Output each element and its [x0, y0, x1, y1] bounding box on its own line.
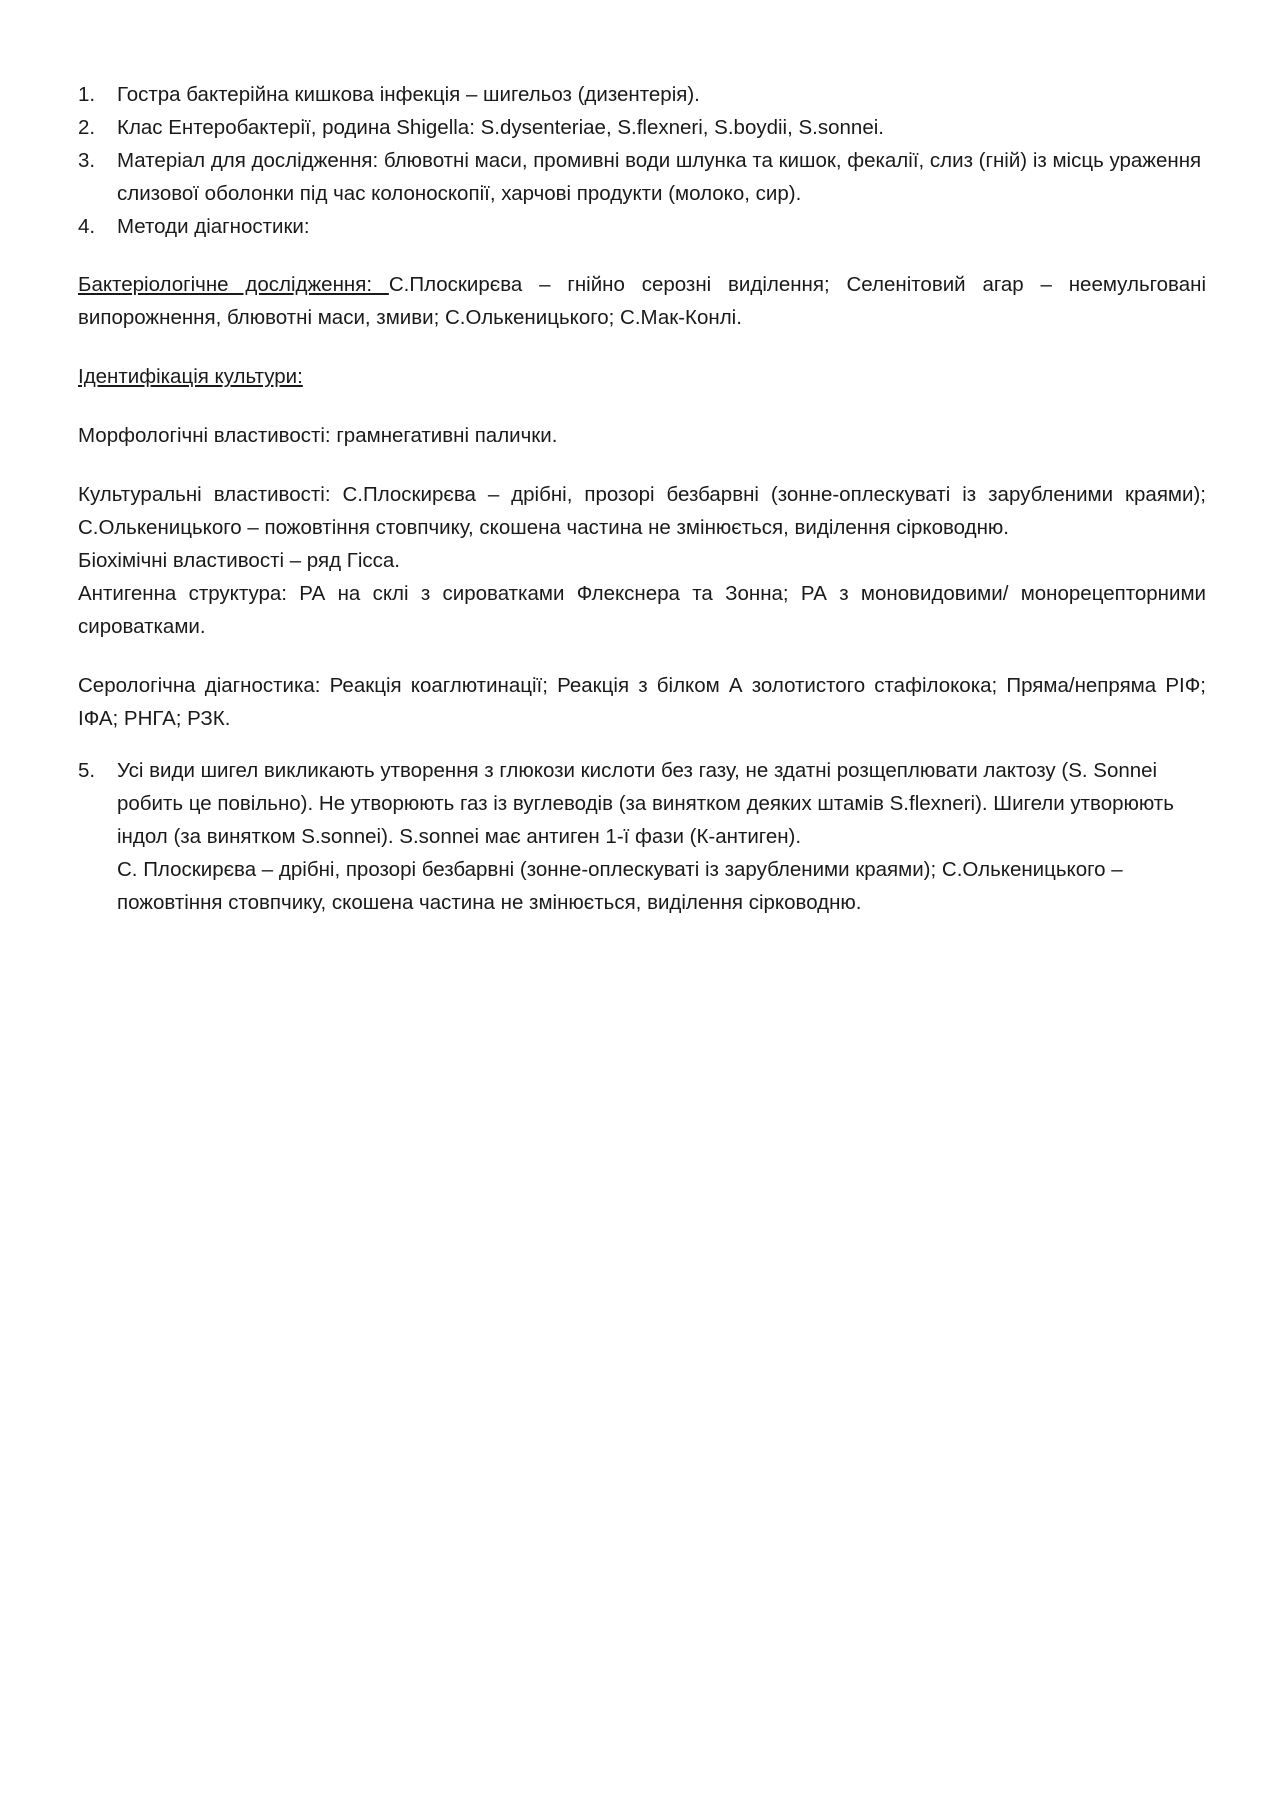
list-number: 2.	[78, 116, 96, 139]
bacteriological-paragraph	[78, 268, 1206, 334]
bacteriological-text: С.Плоскирєва – гнійно серозні виділення; Селенітовий агар – неемульговані випорожнення, блювотні маси, змиви; С.Олькеницького; С.Мак-Конлі.	[78, 273, 1206, 329]
biochemical-properties: Біохімічні властивості – ряд Гісса.	[78, 549, 400, 572]
list-number: 3.	[78, 149, 96, 172]
identification-heading: Ідентифікація культури:	[78, 365, 303, 388]
list-text: Матеріал для дослідження: блювотні маси, промивні води шлунка та кишок, фекалії, слиз (гній) із місць ураження слизової оболонки під час колоноскопії, харчові продукти (молоко, сир).	[117, 149, 1202, 205]
list-number: 5.	[78, 759, 96, 782]
properties-block	[78, 478, 1206, 643]
antigenic-structure: Антигенна структура: РА на склі з сироватками Флекснера та Зонна; РА з моновидовими/ монорецепторними сироватками.	[78, 582, 1206, 638]
list-item-4	[78, 210, 1206, 243]
list-text	[117, 754, 1206, 919]
list-text: Гостра бактерійна кишкова інфекція – шигельоз (дизентерія).	[117, 83, 700, 106]
bacteriological-heading: Бактеріологічне дослідження:	[78, 273, 389, 296]
item5-text-continued: С. Плоскирєва – дрібні, прозорі безбарвні (зонне-оплескуваті із зарубленими краями); С.Олькеницького – пожовтіння стовпчику, скошена частина не змінюється, виділення сірководню.	[117, 858, 1123, 914]
list-item-2	[78, 111, 1206, 144]
morphological-paragraph: Морфологічні властивості: грамнегативні палички.	[78, 424, 558, 447]
identification-paragraph	[78, 360, 1206, 393]
list-text: Методи діагностики:	[117, 215, 310, 238]
cultural-properties: Культуральні властивості: С.Плоскирєва – дрібні, прозорі безбарвні (зонне-оплескуваті із зарубленими краями); С.Олькеницького – пожовтіння стовпчику, скошена частина не змінюється, виділення сірководню.	[78, 483, 1206, 539]
list-number: 1.	[78, 83, 96, 106]
serological-paragraph: Серологічна діагностика: Реакція коаглютинації; Реакція з білком А золотистого стафілокока; Пряма/непряма РІФ; ІФА; РНГА; РЗК.	[78, 674, 1206, 730]
list-number: 4.	[78, 215, 96, 238]
item5-text: Усі види шигел викликають утворення з глюкози кислоти без газу, не здатні розщеплювати лактозу (S. Sonnei робить це повільно). Не утворюють газ із вуглеводів (за винятком деяких штамів S.flexneri). Шигели утворюють індол (за винятком S.sonnei). S.sonnei має антиген 1-ї фази (К-антиген).	[117, 759, 1174, 848]
list-text: Клас Ентеробактерії, родина Shigella: S.dysenteriae, S.flexneri, S.boydii, S.sonnei.	[117, 116, 884, 139]
list-item-3	[78, 144, 1206, 210]
list-item-5	[78, 754, 1206, 919]
list-item-1	[78, 78, 1206, 111]
